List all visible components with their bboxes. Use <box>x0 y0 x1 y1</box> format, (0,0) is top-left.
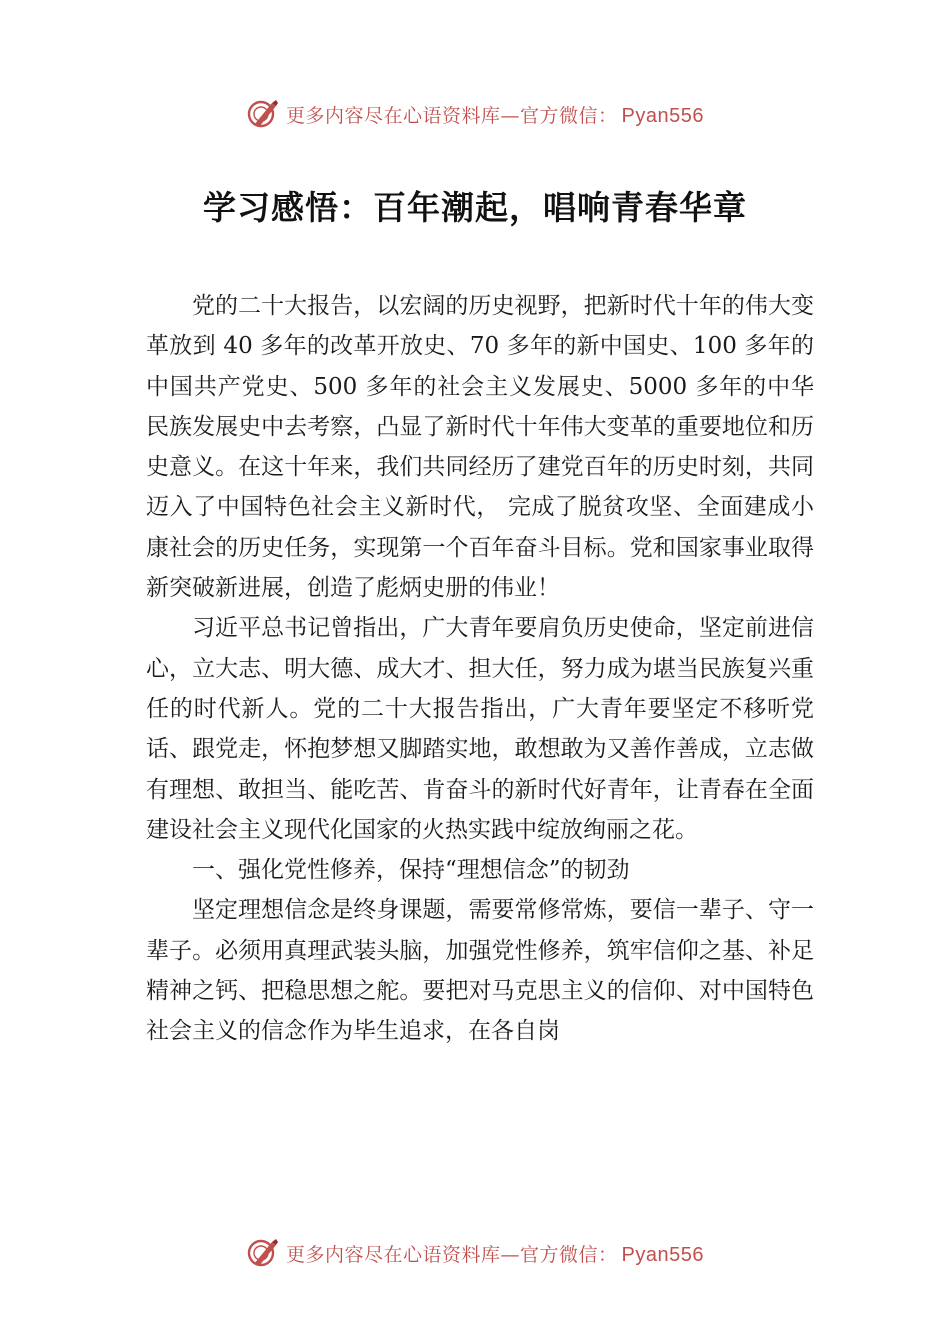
section-heading: 一、强化党性修养，保持“理想信念”的韧劲 <box>192 857 630 884</box>
wechat-id: Pyan556 <box>621 104 704 127</box>
pen-logo-icon <box>246 1236 280 1270</box>
document-body <box>146 286 814 1052</box>
paragraph: 坚定理想信念是终身课题，需要常修常炼，要信一辈子、守一辈子。必须用真理武装头脑，加强党性修养，筑牢信仰之基、补足精神之钙、把稳思想之舵。要把对马克思主义的信仰、对中国特色社会主义的信念作为毕生追求，在各自岗 <box>146 897 814 1045</box>
footer-watermark <box>0 1233 950 1273</box>
paragraph: 习近平总书记曾指出，广大青年要肩负历史使命，坚定前进信心，立大志、明大德、成大才、担大任，努力成为堪当民族复兴重任的时代新人。党的二十大报告指出，广大青年要坚定不移听党话、跟党走，怀抱梦想又脚踏实地，敢想敢为又善作善成，立志做有理想、敢担当、能吃苦、肯奋斗的新时代好青年，让青春在全面建设社会主义现代化国家的火热实践中绽放绚丽之花。 <box>146 615 814 843</box>
watermark-text: 更多内容尽在心语资料库—官方微信： Pyan556 <box>286 104 704 127</box>
document-title: 学习感悟：百年潮起，唱响青春华章 <box>203 188 747 227</box>
wechat-id: Pyan556 <box>621 1243 704 1266</box>
paragraph: 党的二十大报告，以宏阔的历史视野，把新时代十年的伟大变革放到 40 多年的改革开放史、70 多年的新中国史、100 多年的中国共产党史、500 多年的社会主义发展史、5000 多年的中华民族发展史中去考察，凸显了新时代十年伟大变革的重要地位和历史意义。在这十年来，我们共同经历了建党百年的历史时刻，共同迈入了中国特色社会主义新时代， 完成了脱贫攻坚、全面建成小康社会的历史任务，实现第一个百年奋斗目标。党和国家事业取得新突破新进展，创造了彪炳史册的伟业！ <box>146 293 814 602</box>
watermark-text: 更多内容尽在心语资料库—官方微信： Pyan556 <box>286 1243 704 1266</box>
pen-logo-icon <box>246 97 280 131</box>
header-watermark <box>0 94 950 134</box>
